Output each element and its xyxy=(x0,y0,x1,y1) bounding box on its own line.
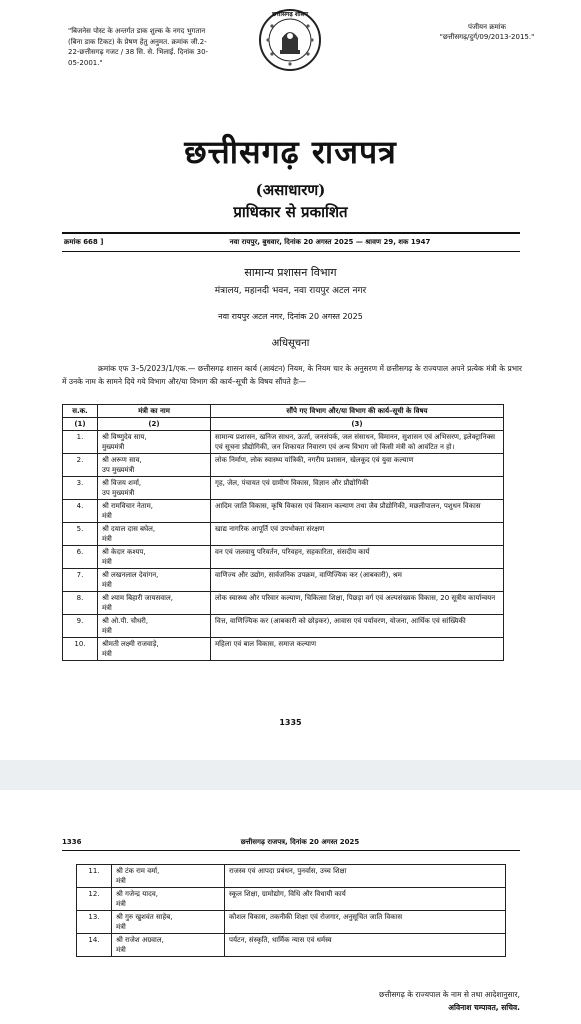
minister-name: श्री रामविचार नेताम, xyxy=(102,502,154,510)
minister-name: श्री गुरु खुशवंत साहेब, xyxy=(116,913,173,921)
row-minister xyxy=(98,454,211,477)
row-serial: 8. xyxy=(63,592,98,615)
registration-label: पंजीयन क्रमांक xyxy=(468,23,506,31)
authority-label: प्राधिकार से प्रकाशित xyxy=(233,203,348,221)
header-minister-name: मंत्री का नाम xyxy=(98,405,211,418)
row-subjects: गृह, जेल, पंचायत एवं ग्रामीण विकास, विज्ञान और प्रौद्योगिकी xyxy=(211,477,504,500)
table-header-row xyxy=(63,405,504,418)
row-serial: 13. xyxy=(77,911,112,934)
registration-number: "छत्तीसगढ़/दुर्ग/09/2013-2015." xyxy=(439,33,535,41)
row-minister xyxy=(98,592,211,615)
table-row xyxy=(77,888,506,911)
row-serial: 9. xyxy=(63,615,98,638)
running-header-rule xyxy=(62,850,520,851)
extraordinary-label: (असाधारण) xyxy=(255,181,326,199)
table-subheader-row xyxy=(63,418,504,431)
notification-dateline: नवा रायपुर अटल नगर, दिनांक 20 अगस्त 2025 xyxy=(218,312,363,321)
table-row xyxy=(63,477,504,500)
page-number-1336: 1336 xyxy=(62,838,82,846)
table-row xyxy=(77,911,506,934)
gazette-masthead: छत्तीसगढ़ राजपत्र xyxy=(184,133,397,171)
table-row xyxy=(77,934,506,957)
row-minister xyxy=(98,615,211,638)
row-serial: 7. xyxy=(63,569,98,592)
row-subjects: वन एवं जलवायु परिवर्तन, परिवहन, सहकारिता, संसदीय कार्य xyxy=(211,546,504,569)
minister-name: श्री ओ.पी. चौधरी, xyxy=(102,617,149,625)
header-serial: स.क. xyxy=(63,405,98,418)
minister-name: श्री लखनलाल देवांगन, xyxy=(102,571,159,579)
row-minister xyxy=(98,500,211,523)
row-minister xyxy=(112,888,225,911)
table-row xyxy=(63,569,504,592)
row-minister xyxy=(98,546,211,569)
minister-post: मंत्री xyxy=(102,558,112,566)
row-subjects: खाद्य नागरिक आपूर्ति एवं उपभोक्ता संरक्षण xyxy=(211,523,504,546)
row-minister xyxy=(98,477,211,500)
minister-post: मंत्री xyxy=(102,650,112,658)
table-row xyxy=(63,546,504,569)
minister-post: उप मुख्यमंत्री xyxy=(102,489,135,497)
minister-name: श्रीमती लक्ष्मी राजवाड़े, xyxy=(102,640,159,648)
row-serial: 12. xyxy=(77,888,112,911)
row-serial: 2. xyxy=(63,454,98,477)
row-subjects: राजस्व एवं आपदा प्रबंधन, पुनर्वास, उच्च शिक्षा xyxy=(225,865,506,888)
header-subjects: सौंपे गए विभाग और/या विभाग की कार्य–सूची के विषय xyxy=(211,405,504,418)
row-subjects: सामान्य प्रशासन, खनिज साधन, ऊर्जा, जनसंपर्क, जल संसाधन, विमानन, सुशासन एवं अभिसरण, इलेक्ट्रानिक्स एवं सूचना प्रौद्योगिकी, जन शिकायत निवारण एवं अन्य विभाग जो किसी मंत्री को आवंटित न हो। xyxy=(211,431,504,454)
minister-name: श्री राजेश अग्रवाल, xyxy=(116,936,164,944)
subheader-1: (1) xyxy=(63,418,98,431)
row-subjects: आदिम जाति विकास, कृषि विकास एवं किसान कल्याण तथा जैव प्रौद्योगिकी, मछलीपालन, पशुधन विकास xyxy=(211,500,504,523)
minister-post: उप मुख्यमंत्री xyxy=(102,466,135,474)
emblem-caption: छत्तीसगढ़ शासन xyxy=(272,11,308,18)
table-row xyxy=(77,865,506,888)
row-subjects: लोक निर्माण, लोक स्वास्थ्य यांत्रिकी, नगरीय प्रशासन, खेलकूद एवं युवा कल्याण xyxy=(211,454,504,477)
table-row xyxy=(63,500,504,523)
notification-heading: अधिसूचना xyxy=(271,338,310,349)
row-serial: 1. xyxy=(63,431,98,454)
governor-order-line: छत्तीसगढ़ के राज्यपाल के नाम से तथा आदेशानुसार, xyxy=(378,990,520,999)
minister-name: श्री श्याम बिहारी जायसवाल, xyxy=(102,594,173,602)
row-serial: 4. xyxy=(63,500,98,523)
header-rule-top xyxy=(62,232,520,234)
minister-name: श्री गजेन्द्र यादव, xyxy=(116,890,158,898)
table-row xyxy=(63,592,504,615)
issue-date: नवा रायपुर, बुधवार, दिनांक 20 अगस्त 2025 — श्रावण 29, शक 1947 xyxy=(229,238,431,246)
table-row xyxy=(63,454,504,477)
minister-post: मंत्री xyxy=(116,923,126,931)
issue-number: क्रमांक 668 ] xyxy=(64,238,104,246)
running-header: छत्तीसगढ़ राजपत्र, दिनांक 20 अगस्त 2025 xyxy=(240,838,360,846)
row-serial: 14. xyxy=(77,934,112,957)
row-serial: 6. xyxy=(63,546,98,569)
office-address: मंत्रालय, महानदी भवन, नवा रायपुर अटल नगर xyxy=(214,286,367,296)
minister-post: मंत्री xyxy=(102,535,112,543)
subheader-3: (3) xyxy=(211,418,504,431)
page-number-1335: 1335 xyxy=(279,718,302,727)
postal-notice: "बिजनेस पोस्ट के अन्तर्गत डाक शुल्क के नगद भुगतान (बिना डाक टिकट) के प्रेषण हेतु अनुमत. क्रमांक जी.2-22-छत्तीसगढ़ गजट / 38 सि. से. भिलाई. दिनांक 30-05-2001." xyxy=(68,27,209,67)
notification-body: क्रमांक एफ 3–5/2023/1/एक.— छत्तीसगढ़ शासन कार्य (आबंटन) नियम, के नियम चार के अनुसरण में छत्तीसगढ़ के राज्यपाल अपने प्रत्येक मंत्री के प्रभार में उनके नाम के सामने दिये गये विभाग और/या विभाग की कार्य–सूची के विषय सौंपते हैः— xyxy=(62,364,522,386)
table-row xyxy=(63,523,504,546)
row-subjects: वाणिज्य और उद्योग, सार्वजनिक उपक्रम, वाणिज्यिक कर (आबकारी), श्रम xyxy=(211,569,504,592)
row-subjects: वित्त, वाणिज्यिक कर (आबकारी को छोड़कर), आवास एवं पर्यावरण, योजना, आर्थिक एवं सांख्यिकी xyxy=(211,615,504,638)
row-minister xyxy=(112,911,225,934)
row-serial: 10. xyxy=(63,638,98,661)
minister-post: मंत्री xyxy=(116,900,126,908)
department-name: सामान्य प्रशासन विभाग xyxy=(244,266,337,279)
row-minister xyxy=(98,638,211,661)
row-subjects: स्कूल शिक्षा, ग्रामोद्योग, विधि और विधायी कार्य xyxy=(225,888,506,911)
row-minister xyxy=(98,431,211,454)
ministers-table-page1 xyxy=(62,404,504,661)
minister-name: श्री विजय शर्मा, xyxy=(102,479,142,487)
table-row xyxy=(63,638,504,661)
minister-name: श्री अरूण साव, xyxy=(102,456,142,464)
minister-name: श्री केदार कश्यप, xyxy=(102,548,146,556)
minister-post: मंत्री xyxy=(102,512,112,520)
row-serial: 11. xyxy=(77,865,112,888)
minister-post: मंत्री xyxy=(102,604,112,612)
minister-name: श्री विष्णुदेव साय, xyxy=(102,433,147,441)
row-serial: 3. xyxy=(63,477,98,500)
row-subjects: पर्यटन, संस्कृति, धार्मिक न्यास एवं धर्मस्व xyxy=(225,934,506,957)
row-minister xyxy=(98,523,211,546)
signatory: अविनाश चम्पावत, सचिव. xyxy=(448,1003,520,1012)
minister-post: मंत्री xyxy=(102,581,112,589)
minister-name: श्री टंक राम वर्मा, xyxy=(116,867,160,875)
minister-name: श्री दयाल दास बघेल, xyxy=(102,525,156,533)
table-row xyxy=(63,615,504,638)
row-minister xyxy=(112,865,225,888)
table-row xyxy=(63,431,504,454)
minister-post: मंत्री xyxy=(102,627,112,635)
minister-post: मंत्री xyxy=(116,877,126,885)
row-serial: 5. xyxy=(63,523,98,546)
subheader-2: (2) xyxy=(98,418,211,431)
row-subjects: महिला एवं बाल विकास, समाज कल्याण xyxy=(211,638,504,661)
minister-post: मुख्यमंत्री xyxy=(102,443,125,451)
row-subjects: कौशल विकास, तकनीकी शिक्षा एवं रोजगार, अनुसूचित जाति विकास xyxy=(225,911,506,934)
header-rule-bottom xyxy=(62,251,520,252)
gazette-page-1336 xyxy=(0,790,581,1024)
row-minister xyxy=(112,934,225,957)
row-subjects: लोक स्वास्थ्य और परिवार कल्याण, चिकित्सा शिक्षा, पिछड़ा वर्ग एवं अल्पसंख्यक विकास, 20 सूत्रीय कार्यान्वयन xyxy=(211,592,504,615)
minister-post: मंत्री xyxy=(116,946,126,954)
registration-block xyxy=(402,22,572,42)
row-minister xyxy=(98,569,211,592)
ministers-table-page2 xyxy=(76,864,506,957)
